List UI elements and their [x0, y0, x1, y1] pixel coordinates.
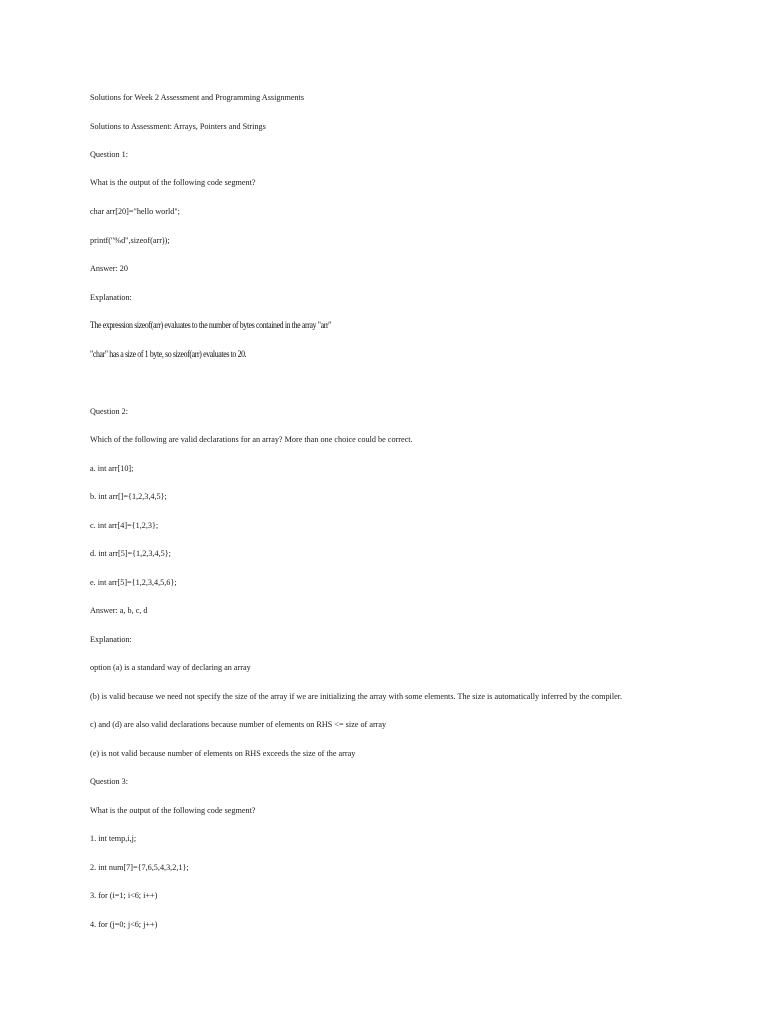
- question-2-explanation-3: c) and (d) are also valid declarations because number of elements on RHS <= size of array: [90, 720, 387, 729]
- question-2-option-e: e. int arr[5]={1,2,3,4,5,6};: [90, 578, 177, 587]
- document-title: Solutions for Week 2 Assessment and Programming Assignments: [90, 93, 305, 102]
- question-1-code-line-1: char arr[20]="hello world";: [90, 207, 180, 216]
- question-3-code-line-3: 3. for (i=1; i<6; i++): [90, 891, 158, 900]
- question-2-answer: Answer: a, b, c, d: [90, 606, 148, 615]
- question-1-heading: Question 1:: [90, 150, 128, 159]
- question-3-code-line-2: 2. int num[7]={7,6,5,4,3,2,1};: [90, 863, 189, 872]
- question-2-explanation-1: option (a) is a standard way of declaring an array: [90, 663, 251, 672]
- question-2-heading: Question 2:: [90, 407, 128, 416]
- question-2-option-d: d. int arr[5]={1,2,3,4,5};: [90, 549, 171, 558]
- question-3-code-line-1: 1. int temp,i,j;: [90, 834, 137, 843]
- question-1-code-line-2: printf("%d",sizeof(arr));: [90, 236, 170, 245]
- question-1-explanation-1: The expression sizeof(arr) evaluates to the number of bytes contained in the array "arr": [90, 321, 332, 331]
- question-2-option-a: a. int arr[10];: [90, 464, 134, 473]
- question-2-prompt: Which of the following are valid declarations for an array? More than one choice could be correct.: [90, 435, 413, 444]
- question-1-explanation-heading: Explanation:: [90, 293, 132, 302]
- question-2-explanation-heading: Explanation:: [90, 635, 132, 644]
- question-2-explanation-2: (b) is valid because we need not specify the size of the array if we are initializing the array with some elements. The size is automatically inferred by the compiler.: [90, 692, 623, 701]
- question-1-answer: Answer: 20: [90, 264, 128, 273]
- document-subtitle: Solutions to Assessment: Arrays, Pointers and Strings: [90, 122, 266, 131]
- question-2-explanation-4: (e) is not valid because number of elements on RHS exceeds the size of the array: [90, 749, 356, 758]
- question-1-prompt: What is the output of the following code segment?: [90, 178, 256, 187]
- question-3-prompt: What is the output of the following code segment?: [90, 806, 256, 815]
- question-3-code-line-4: 4. for (j=0; j<6; j++): [90, 920, 158, 929]
- question-1-explanation-2: "char" has a size of 1 byte, so sizeof(arr) evaluates to 20.: [90, 350, 247, 360]
- question-2-option-c: c. int arr[4]={1,2,3};: [90, 521, 159, 530]
- question-2-option-b: b. int arr[]={1,2,3,4,5};: [90, 492, 167, 501]
- question-3-heading: Question 3:: [90, 777, 128, 786]
